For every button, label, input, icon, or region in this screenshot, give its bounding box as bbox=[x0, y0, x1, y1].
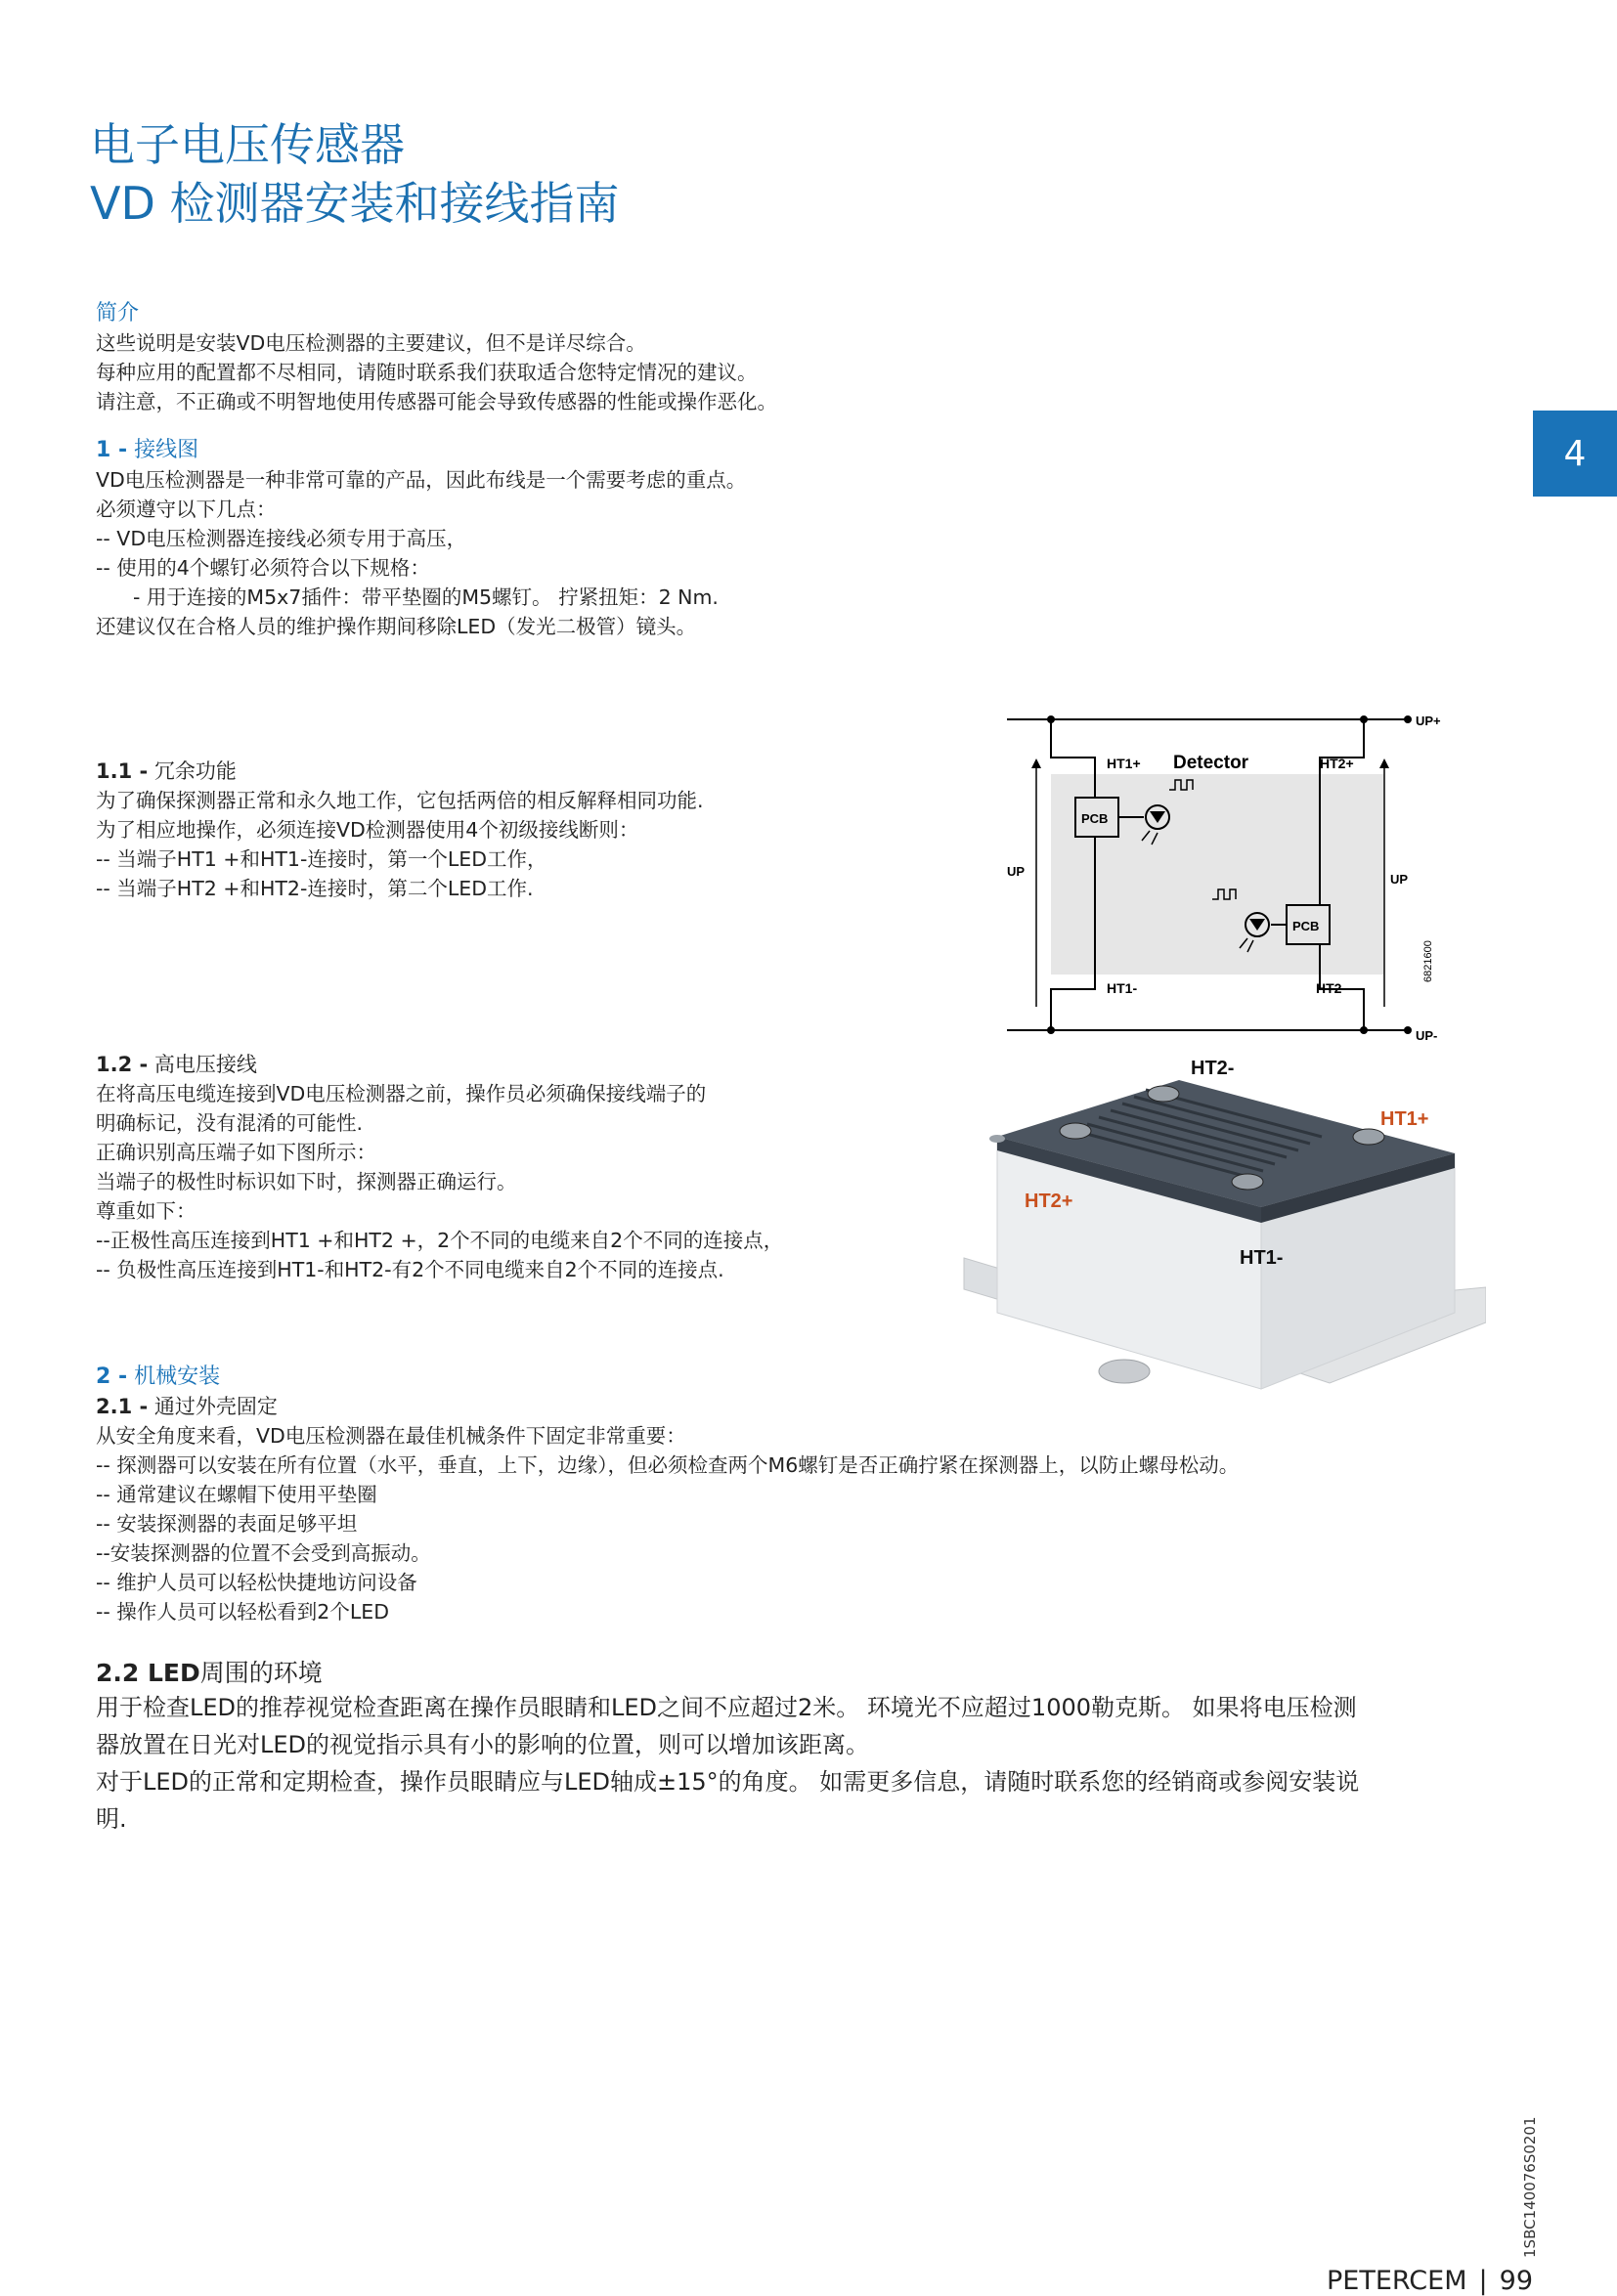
text-line: 明. bbox=[96, 1805, 127, 1833]
text-line: 对于LED的正常和定期检查，操作员眼睛应与LED轴成±15°的角度。 如需更多信息，请随时联系您的经销商或参阅安装说 bbox=[96, 1768, 1360, 1796]
doc-code-container bbox=[1521, 2111, 1541, 2258]
section-number: 1 - bbox=[96, 438, 128, 462]
chapter-tab: 4 bbox=[1533, 411, 1617, 497]
footer-brand: PETERCEM bbox=[1327, 2266, 1467, 2296]
section-title: 通过外壳固定 bbox=[153, 1395, 278, 1418]
section1-1-text bbox=[96, 786, 704, 903]
photo-label-ht2-minus: HT2- bbox=[1191, 1061, 1235, 1079]
terminal-ht1-plus-icon bbox=[1353, 1129, 1384, 1145]
label-up-right: UP bbox=[1390, 872, 1409, 887]
text-line: 为了相应地操作，必须连接VD检测器使用4个初级接线断则： bbox=[96, 818, 639, 842]
text-line: 器放置在日光对LED的视觉指示具有小的影响的位置，则可以增加该距离。 bbox=[96, 1731, 870, 1758]
section-title: 接线图 bbox=[134, 438, 199, 462]
section-number: 1.1 - bbox=[96, 759, 149, 783]
page-title-line1: 电子电压传感器 bbox=[90, 118, 405, 171]
text-line: -- 通常建议在螺帽下使用平垫圈 bbox=[96, 1483, 377, 1506]
text-line: - 用于连接的M5x7插件：带平垫圈的M5螺钉。 拧紧扭矩：2 Nm. bbox=[133, 585, 719, 609]
text-line: 尊重如下： bbox=[96, 1199, 197, 1223]
section-title: 冗余功能 bbox=[153, 759, 237, 783]
diagram-code: 6821600 bbox=[1422, 940, 1434, 982]
intro-line: 这些说明是安装VD电压检测器的主要建议，但不是详尽综合。 bbox=[96, 331, 646, 355]
section-number: 2 - bbox=[96, 1365, 128, 1389]
intro-text bbox=[96, 328, 777, 416]
label-detector: Detector bbox=[1173, 753, 1249, 773]
intro-line: 每种应用的配置都不尽相同，请随时联系我们获取适合您特定情况的建议。 bbox=[96, 361, 758, 384]
footer bbox=[1327, 2266, 1533, 2296]
text-line: -- 安装探测器的表面足够平坦 bbox=[96, 1512, 358, 1536]
text-line: 明确标记，没有混淆的可能性. bbox=[96, 1111, 364, 1135]
terminal-ht2-minus-icon bbox=[1148, 1086, 1179, 1102]
label-ht2-plus: HT2+ bbox=[1320, 756, 1354, 771]
cable-gland-icon bbox=[1099, 1360, 1150, 1383]
section-title: 周围的环境 bbox=[199, 1659, 323, 1687]
text-line: -- 使用的4个螺钉必须符合以下规格： bbox=[96, 556, 430, 580]
footer-separator: | bbox=[1478, 2266, 1488, 2296]
section2-1-heading bbox=[96, 1392, 278, 1421]
text-line: VD电压检测器是一种非常可靠的产品，因此布线是一个需要考虑的重点。 bbox=[96, 468, 747, 492]
page-number: 99 bbox=[1499, 2266, 1533, 2296]
section1-1-heading bbox=[96, 757, 237, 786]
text-line: 从安全角度来看，VD电压检测器在最佳机械条件下固定非常重要： bbox=[96, 1424, 686, 1448]
section2-heading bbox=[96, 1363, 220, 1392]
label-ht2-minus: HT2- bbox=[1316, 980, 1347, 996]
terminal-ht2-plus-icon bbox=[1060, 1123, 1091, 1139]
label-up-left: UP bbox=[1007, 864, 1026, 879]
detector-photo bbox=[958, 1061, 1486, 1398]
text-line: 为了确保探测器正常和永久地工作，它包括两倍的相反解释相同功能. bbox=[96, 789, 704, 812]
arrowhead-icon bbox=[1379, 758, 1389, 768]
section-number: 2.2 LED bbox=[96, 1659, 200, 1687]
section-title: 机械安装 bbox=[134, 1365, 221, 1389]
section2-1-text bbox=[96, 1421, 1239, 1626]
label-pcb1: PCB bbox=[1081, 811, 1109, 826]
corner-screw-icon bbox=[989, 1135, 1005, 1143]
section-number: 1.2 - bbox=[96, 1053, 149, 1076]
label-ht1-minus: HT1- bbox=[1107, 980, 1138, 996]
intro-heading: 简介 bbox=[96, 301, 140, 325]
photo-label-ht1-minus: HT1- bbox=[1240, 1247, 1284, 1269]
text-line: -- 负极性高压连接到HT1-和HT2-有2个不同电缆来自2个不同的连接点. bbox=[96, 1258, 724, 1281]
text-line: -- 探测器可以安装在所有位置（水平，垂直，上下，边缘），但必须检查两个M6螺钉是否正确拧紧在探测器上，以防止螺母松动。 bbox=[96, 1453, 1240, 1477]
text-line: --安装探测器的位置不会受到高振动。 bbox=[96, 1541, 431, 1565]
text-line: 在将高压电缆连接到VD电压检测器之前，操作员必须确保接线端子的 bbox=[96, 1082, 707, 1105]
node-dot bbox=[1404, 1026, 1412, 1034]
text-line: -- 当端子HT1 +和HT1-连接时，第一个LED工作， bbox=[96, 847, 547, 871]
doc-code: 1SBC140076S0201 bbox=[1521, 2116, 1539, 2258]
section1-2-heading bbox=[96, 1050, 257, 1079]
terminal-ht1-minus-icon bbox=[1232, 1174, 1263, 1190]
text-line: 当端子的极性时标识如下时，探测器正确运行。 bbox=[96, 1170, 517, 1193]
text-line: -- VD电压检测器连接线必须专用于高压， bbox=[96, 527, 467, 550]
arrowhead-icon bbox=[1031, 758, 1041, 768]
wiring-diagram bbox=[997, 704, 1447, 1046]
intro-line: 请注意，不正确或不明智地使用传感器可能会导致传感器的性能或操作恶化。 bbox=[96, 390, 777, 413]
text-line: 用于检查LED的推荐视觉检查距离在操作员眼睛和LED之间不应超过2米。 环境光不应超过1000勒克斯。 如果将电压检测 bbox=[96, 1694, 1357, 1721]
label-up-plus: UP+ bbox=[1416, 714, 1441, 728]
section-number: 2.1 - bbox=[96, 1395, 149, 1418]
section1-heading bbox=[96, 436, 198, 465]
photo-label-ht2-plus: HT2+ bbox=[1025, 1191, 1073, 1212]
node-dot bbox=[1404, 715, 1412, 723]
page-title-line2: VD 检测器安装和接线指南 bbox=[90, 177, 620, 230]
text-line: -- 操作人员可以轻松看到2个LED bbox=[96, 1600, 390, 1624]
section-title: 高电压接线 bbox=[153, 1053, 257, 1076]
label-up-minus: UP- bbox=[1416, 1028, 1438, 1043]
text-line: -- 维护人员可以轻松快捷地访问设备 bbox=[96, 1571, 417, 1594]
section1-text bbox=[96, 465, 746, 641]
text-line: -- 当端子HT2 +和HT2-连接时，第二个LED工作. bbox=[96, 877, 534, 900]
section2-2-heading bbox=[96, 1656, 323, 1691]
label-ht1-plus: HT1+ bbox=[1107, 756, 1141, 771]
photo-label-ht1-plus: HT1+ bbox=[1380, 1108, 1429, 1130]
text-line: 必须遵守以下几点： bbox=[96, 498, 277, 521]
label-pcb2: PCB bbox=[1292, 919, 1320, 933]
text-line: 还建议仅在合格人员的维护操作期间移除LED（发光二极管）镜头。 bbox=[96, 615, 697, 638]
text-line: --正极性高压连接到HT1 +和HT2 +，2个不同的电缆来自2个不同的连接点， bbox=[96, 1229, 784, 1252]
section1-2-text bbox=[96, 1079, 783, 1284]
text-line: 正确识别高压端子如下图所示： bbox=[96, 1141, 376, 1164]
section2-2-text bbox=[96, 1689, 1523, 1838]
